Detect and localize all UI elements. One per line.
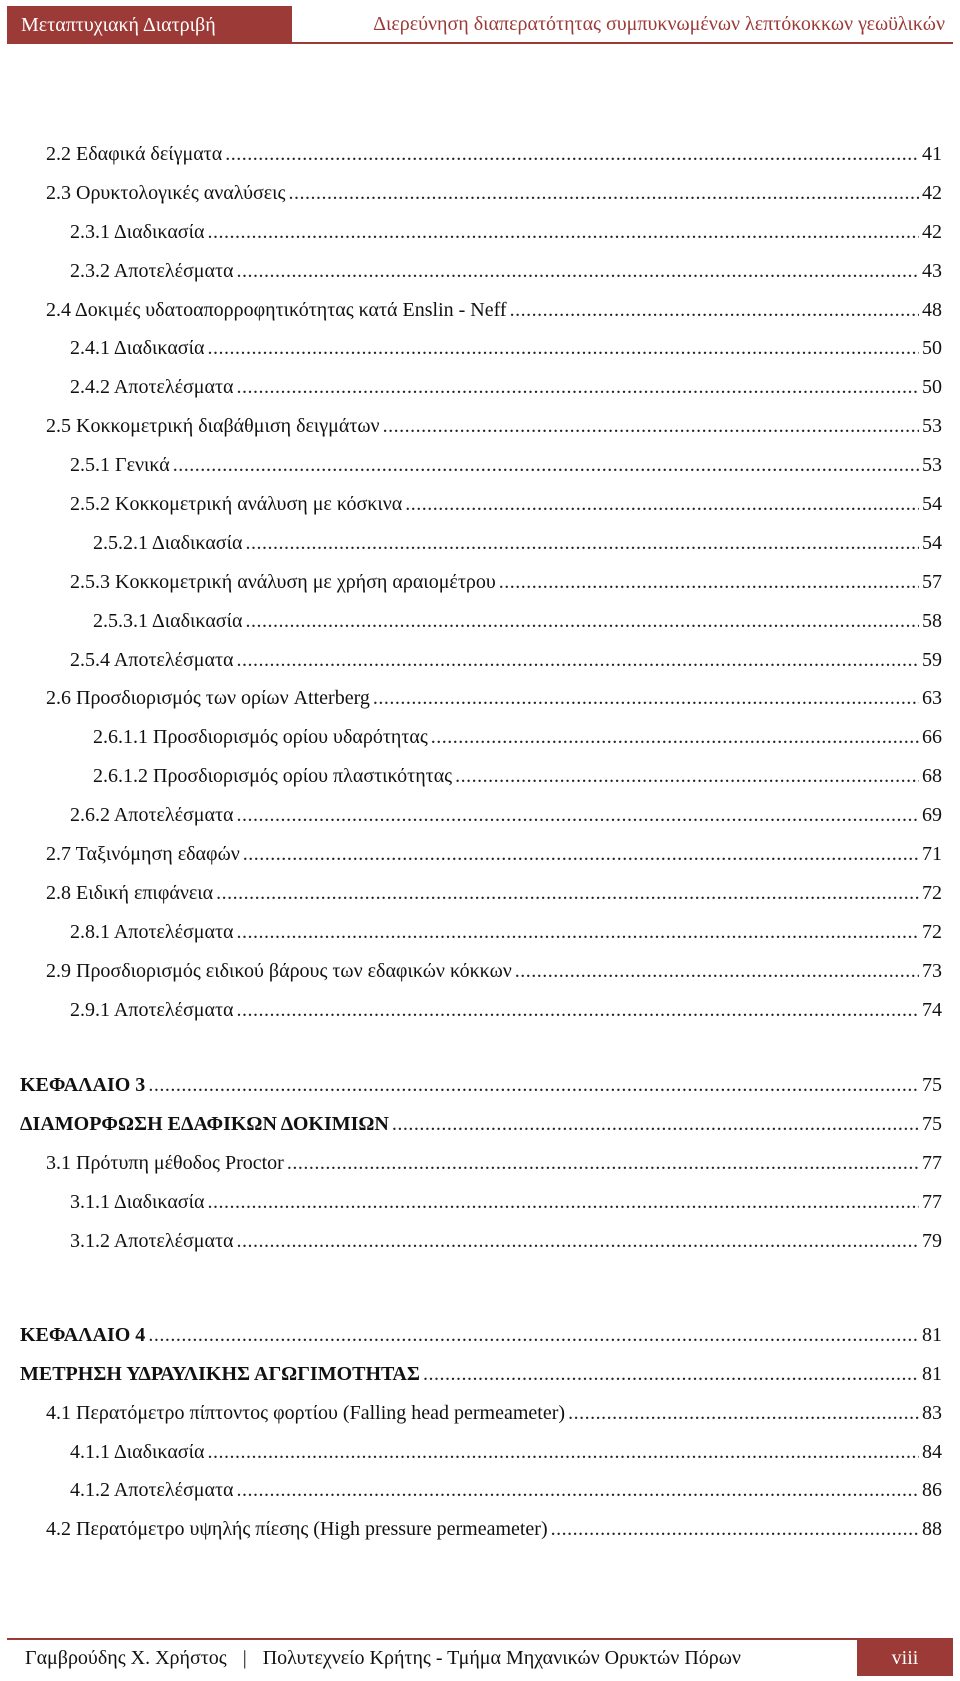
toc-entry[interactable]: 3.1 Πρότυπη μέθοδος Proctor ..... 77 <box>0 1144 960 1183</box>
toc-entry[interactable]: 2.5.2.1 Διαδικασία ..... 54 <box>0 524 960 563</box>
spacer <box>0 1029 960 1066</box>
toc-chapter-entry[interactable]: ΚΕΦΑΛΑΙΟ 4 ..... 81 <box>0 1316 960 1355</box>
dot-leader <box>148 1324 919 1347</box>
toc-entry[interactable]: 2.4 Δοκιμές υδατοαπορροφητικότητας κατά Enslin - Neff ..... 48 <box>0 291 960 330</box>
toc-entry[interactable]: 2.4.2 Αποτελέσματα ..... 50 <box>0 368 960 407</box>
toc-entry[interactable]: 2.5.4 Αποτελέσματα ..... 59 <box>0 641 960 680</box>
toc-entry[interactable]: 2.5.2 Κοκκομετρική ανάλυση με κόσκινα ..... 54 <box>0 485 960 524</box>
dot-leader <box>245 532 919 555</box>
toc-entry[interactable]: 3.1.2 Αποτελέσματα ..... 79 <box>0 1222 960 1261</box>
dot-leader <box>515 960 919 983</box>
dot-leader <box>207 1441 919 1464</box>
toc-entry[interactable]: 2.5.3.1 Διαδικασία ..... 58 <box>0 602 960 641</box>
dot-leader <box>236 260 919 283</box>
spacer <box>0 1261 960 1316</box>
toc-chapter-entry[interactable]: ΔΙΑΜΟΡΦΩΣΗ ΕΔΑΦΙΚΩΝ ΔΟΚΙΜΙΩΝ ..... 75 <box>0 1105 960 1144</box>
toc-entry[interactable]: 4.1.2 Αποτελέσματα ..... 86 <box>0 1472 960 1511</box>
dot-leader <box>216 882 919 905</box>
toc-entry[interactable]: 4.1 Περατόμετρο πίπτοντος φορτίου (Falling head permeameter) ..... 83 <box>0 1394 960 1433</box>
toc-entry[interactable]: 2.9 Προσδιορισμός ειδικού βάρους των εδαφικών κόκκων ..... 73 <box>0 952 960 991</box>
footer-institution: Πολυτεχνείο Κρήτης - Τμήμα Μηχανικών Ορυκτών Πόρων <box>262 1646 741 1669</box>
dot-leader <box>383 415 919 438</box>
dot-leader <box>431 726 919 749</box>
dot-leader <box>207 221 919 244</box>
dot-leader <box>225 143 919 166</box>
dot-leader <box>236 1230 919 1253</box>
toc-entry[interactable]: 2.3.1 Διαδικασία ..... 42 <box>0 213 960 252</box>
dot-leader <box>236 804 919 827</box>
toc-entry[interactable]: 2.6 Προσδιορισμός των ορίων Atterberg ..... 63 <box>0 679 960 718</box>
toc-entry[interactable]: 2.5 Κοκκομετρική διαβάθμιση δειγμάτων ..... 53 <box>0 407 960 446</box>
table-of-contents <box>0 135 960 1549</box>
dot-leader <box>499 571 919 594</box>
footer-author: Γαμβρούδης Χ. Χρήστος <box>25 1646 227 1669</box>
dot-leader <box>243 843 919 866</box>
dot-leader <box>392 1113 919 1136</box>
dot-leader <box>207 337 919 360</box>
toc-chapter-entry[interactable]: ΜΕΤΡΗΣΗ ΥΔΡΑΥΛΙΚΗΣ ΑΓΩΓΙΜΟΤΗΤΑΣ ..... 81 <box>0 1355 960 1394</box>
dot-leader <box>455 765 919 788</box>
dot-leader <box>288 182 919 205</box>
dot-leader <box>236 921 919 944</box>
toc-entry[interactable]: 2.6.1.2 Προσδιορισμός ορίου πλαστικότητας ..... 68 <box>0 757 960 796</box>
dot-leader <box>173 454 919 477</box>
toc-entry[interactable]: 2.8 Ειδική επιφάνεια ..... 72 <box>0 874 960 913</box>
toc-entry[interactable]: 2.5.1 Γενικά ..... 53 <box>0 446 960 485</box>
dot-leader <box>405 493 919 516</box>
dot-leader <box>510 299 919 322</box>
dot-leader <box>423 1363 919 1386</box>
dot-leader <box>551 1518 919 1541</box>
toc-entry[interactable]: 3.1.1 Διαδικασία ..... 77 <box>0 1183 960 1222</box>
dot-leader <box>236 1479 919 1502</box>
toc-entry[interactable]: 2.7 Ταξινόμηση εδαφών ..... 71 <box>0 835 960 874</box>
dot-leader <box>568 1402 919 1425</box>
header-thesis-type: Μεταπτυχιακή Διατριβή <box>7 6 292 44</box>
dot-leader <box>236 649 919 672</box>
header-thesis-title: Διερεύνηση διαπερατότητας συμπυκνωμένων λεπτόκοκκων γεωϋλικών <box>292 6 953 44</box>
toc-entry[interactable]: 2.9.1 Αποτελέσματα ..... 74 <box>0 991 960 1030</box>
toc-entry[interactable]: 2.6.2 Αποτελέσματα ..... 69 <box>0 796 960 835</box>
dot-leader <box>148 1074 919 1097</box>
page-footer <box>7 1638 953 1676</box>
dot-leader <box>236 376 919 399</box>
toc-entry[interactable]: 2.3.2 Αποτελέσματα ..... 43 <box>0 252 960 291</box>
toc-entry[interactable]: 2.4.1 Διαδικασία ..... 50 <box>0 329 960 368</box>
toc-entry[interactable]: 2.6.1.1 Προσδιορισμός ορίου υδαρότητας ..... 66 <box>0 718 960 757</box>
page-header <box>7 6 953 44</box>
dot-leader <box>287 1152 919 1175</box>
toc-entry[interactable]: 2.8.1 Αποτελέσματα ..... 72 <box>0 913 960 952</box>
footer-separator: | <box>242 1646 247 1669</box>
footer-info <box>7 1640 857 1676</box>
toc-chapter-entry[interactable]: ΚΕΦΑΛΑΙΟ 3 ..... 75 <box>0 1066 960 1105</box>
dot-leader <box>236 999 919 1022</box>
dot-leader <box>245 610 919 633</box>
toc-entry[interactable]: 2.5.3 Κοκκομετρική ανάλυση με χρήση αραιομέτρου ..... 57 <box>0 563 960 602</box>
toc-entry[interactable]: 4.1.1 Διαδικασία ..... 84 <box>0 1433 960 1472</box>
dot-leader <box>373 687 919 710</box>
dot-leader <box>207 1191 919 1214</box>
toc-entry[interactable]: 2.2 Εδαφικά δείγματα ..... 41 <box>0 135 960 174</box>
toc-entry[interactable]: 2.3 Ορυκτολογικές αναλύσεις ..... 42 <box>0 174 960 213</box>
toc-entry[interactable]: 4.2 Περατόμετρο υψηλής πίεσης (High pressure permeameter) ..... 88 <box>0 1510 960 1549</box>
page-number: viii <box>857 1640 953 1676</box>
